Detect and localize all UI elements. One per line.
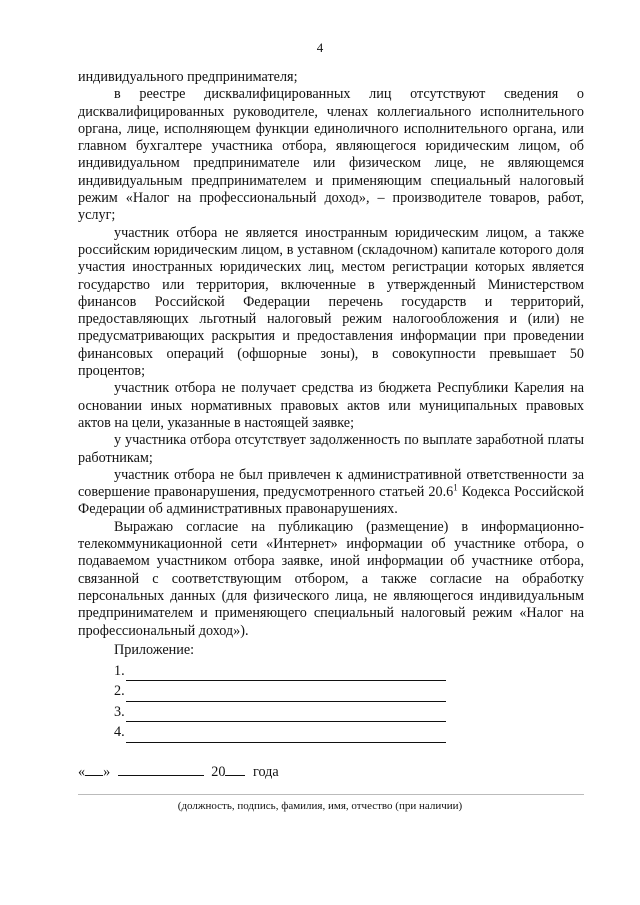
paragraph-budget-funds: участник отбора не получает средства из бюджета Республики Карелия на основании иных нормативных правовых актов или муниципальных правовых актов на цели, указанные в настоящей заявке; [78, 380, 584, 431]
paragraph-consent: Выражаю согласие на публикацию (размещение) в информационно-телекоммуникационной сети «Интернет» информации об участнике отбора, о подаваемом участником отбора заявке, иной информации об участнике отбора, связанной с соответствующим отбором, а также согласие на обработку персональных данных (для физического лица, не являющегося индивидуальным предпринимателем и применяющего специальный налоговый режим «Налог на профессиональный доход»). [78, 518, 584, 639]
paragraph-administrative-liability [78, 467, 584, 519]
paragraph-foreign-entity: участник отбора не является иностранным юридическим лицом, а также российским юридическим лицом, в уставном (складочном) капитале которого доля участия иностранных юридических лиц, местом регистрации которых является государство или территория, включенные в утвержденный Министерством финансов Российской Федерации перечень государств и территорий, предоставляющих льготный налоговый режим налогообложения и (или) не предусматривающих раскрытия и предоставления информации при проведении финансовых операций (офшорные зоны), в совокупности превышает 50 процентов; [78, 224, 584, 380]
month-blank-field[interactable] [118, 762, 204, 776]
attachment-blank-field[interactable] [126, 728, 446, 743]
paragraph-ip-ending: индивидуального предпринимателя; [78, 69, 298, 85]
attachment-blank-field[interactable] [126, 707, 446, 722]
attachment-line-3[interactable] [114, 702, 446, 723]
day-blank-field[interactable] [85, 762, 103, 776]
attachment-line-1[interactable] [114, 661, 446, 682]
attachments-section [114, 640, 446, 743]
attachment-number: 2. [114, 683, 125, 699]
document-body [78, 69, 584, 640]
attachments-title: Приложение: [114, 642, 195, 658]
date-open-quote: « [78, 764, 86, 780]
attachment-blank-field[interactable] [126, 666, 446, 681]
attachment-number: 4. [114, 724, 125, 740]
signature-caption: (должность, подпись, фамилия, имя, отчество (при наличии) [177, 800, 463, 812]
year-blank-field[interactable] [225, 762, 245, 776]
admin-text-after: Кодекса Российской Федерации об административных правонарушениях. [78, 484, 584, 518]
date-line [78, 762, 279, 781]
article-superscript: 1 [453, 482, 458, 493]
attachment-blank-field[interactable] [126, 687, 446, 702]
date-close-quote: » [103, 764, 111, 780]
signature-line[interactable] [78, 794, 584, 795]
paragraph-salary-debt: у участника отбора отсутствует задолженность по выплате заработной платы работникам; [78, 432, 584, 466]
attachment-line-4[interactable] [114, 722, 446, 743]
attachment-number: 3. [114, 703, 125, 720]
attachment-line-2[interactable] [114, 681, 446, 702]
year-prefix: 20 [211, 764, 226, 780]
year-word: года [253, 764, 279, 780]
paragraph-disqualified-registry: в реестре дисквалифицированных лиц отсутствуют сведения о дисквалифицированных руководителе, членах коллегиального исполнительного органа, лице, исполняющем функции единоличного исполнительного органа, или главном бухгалтере участника отбора, являющегося юридическим лицом, об индивидуальном предпринимателе или физическом лице, не являющемся индивидуальным предпринимателем и применяющим специальный налоговый режим «Налог на профессиональный доход», – производителе товаров, работ, услуг; [78, 86, 584, 224]
page-number: 4 [316, 40, 324, 55]
attachment-number: 1. [114, 662, 125, 679]
admin-text-before: участник отбора не был привлечен к административной ответственности за совершение правонарушения, предусмотренного статьей 20.6 [78, 466, 584, 501]
